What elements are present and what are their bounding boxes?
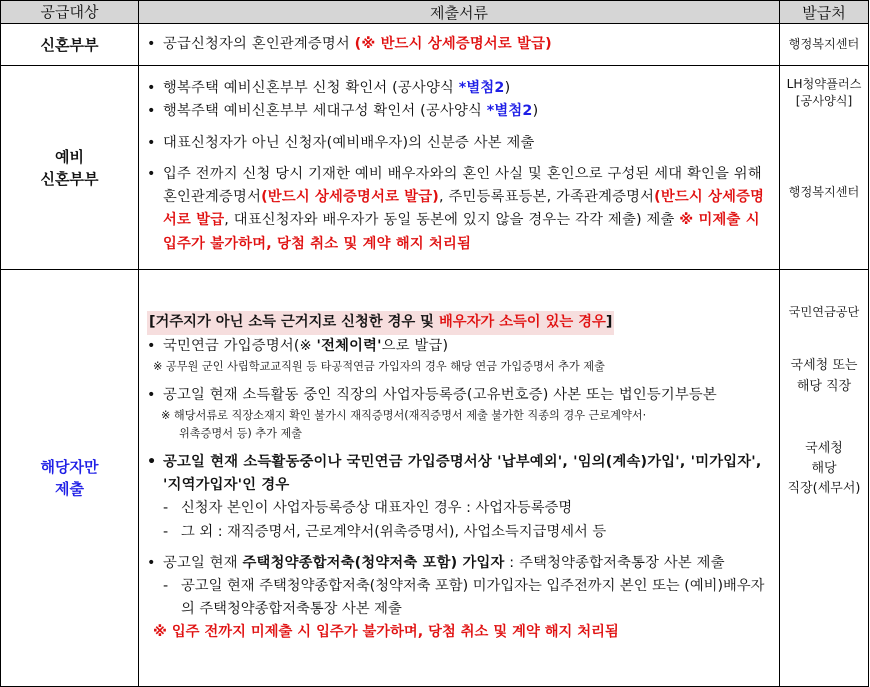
row-newlywed-documents [139, 24, 780, 66]
list-item: • 공급신청자의 혼인관계증명서 (※ 반드시 상세증명서로 발급) [147, 33, 773, 56]
table-header-row [1, 1, 869, 24]
row-newlywed-target: 신혼부부 [1, 24, 139, 66]
row-applicable-issuer: 국민연금공단 국세청 또는 해당 직장 국세청 해당 직장(세무서) [780, 270, 869, 687]
list-item: • 공고일 현재 주택청약종합저축(청약저축 포함) 가입자 : 주택청약종합저축통장 사본 제출 [147, 552, 773, 575]
section-heading: [거주지가 아닌 소득 근거지로 신청한 경우 및 배우자가 소득이 있는 경우] [147, 311, 614, 334]
header-issuer: 발급처 [780, 1, 869, 24]
note: ※ 공무원 군인 사립학교교직원 등 타공적연금 가입자의 경우 해당 연금 가입증명서 추가 제출 [153, 359, 605, 373]
list-item: • 국민연금 가입증명서(※ '전체이력'으로 발급) [147, 335, 773, 358]
sub-item: - 그 외 : 재직증명서, 근로계약서(위촉증명서), 사업소득지급명세서 등 [147, 521, 773, 544]
header-target: 공급대상 [1, 1, 139, 24]
row-prospective-documents [139, 66, 780, 270]
list-item: • 대표신청자가 아닌 신청자(예비배우자)의 신분증 사본 제출 [147, 132, 773, 155]
sub-item: - 공고일 현재 주택청약종합저축(청약저축 포함) 미가입자는 입주전까지 본인 또는 (예비)배우자의 주택청약종합저축통장 사본 제출 [147, 575, 773, 621]
warning-text: ※ 입주 전까지 미제출 시 입주가 불가하며, 당첨 취소 및 계약 해지 처리됨 [153, 624, 619, 641]
note: ※ 해당서류로 직장소재지 확인 불가시 재직증명서(재직증명서 제출 불가한 직종의 경우 근로계약서· 위촉증명서 등) 추가 제출 [161, 408, 647, 440]
row-prospective-issuer: LH청약플러스 [공사양식] 행정복지센터 [780, 66, 869, 270]
row-applicable-documents [139, 270, 780, 687]
header-documents: 제출서류 [139, 1, 780, 24]
row-applicable-target: 해당자만 제출 [1, 270, 139, 687]
list-item: • 입주 전까지 신청 당시 기재한 예비 배우자와의 혼인 사실 및 혼인으로 구성된 세대 확인을 위해 혼인관계증명서(반드시 상세증명서로 발급), 주민등록표등본, 가족관계증명서(반드시 상세증명서로 발급, 대표신청자와 배우자가 동일 동본에 있지 않을 경우는 각각 제출) 제출 ※ 미제출 시 입주가 불가하며, 당첨 취소 및 계약 해지 처리됨 [147, 163, 773, 256]
row-prospective-newlywed [1, 66, 869, 270]
row-prospective-target: 예비 신혼부부 [1, 66, 139, 270]
row-newlywed [1, 24, 869, 66]
list-item: • 공고일 현재 소득활동중이나 국민연금 가입증명서상 '납부예외', '임의(계속)가입', '미가입자', '지역가입자'인 경우 [147, 451, 773, 497]
sub-item: - 신청자 본인이 사업자등록증상 대표자인 경우 : 사업자등록증명 [147, 497, 773, 520]
list-item: • 행복주택 예비신혼부부 세대구성 확인서 (공사양식 *별첨2) [147, 100, 773, 123]
row-newlywed-issuer: 행정복지센터 [780, 24, 869, 66]
row-if-applicable [1, 270, 869, 687]
list-item: • 행복주택 예비신혼부부 신청 확인서 (공사양식 *별첨2) [147, 77, 773, 100]
list-item: • 공고일 현재 소득활동 중인 직장의 사업자등록증(고유번호증) 사본 또는 법인등기부등본 [147, 384, 773, 407]
